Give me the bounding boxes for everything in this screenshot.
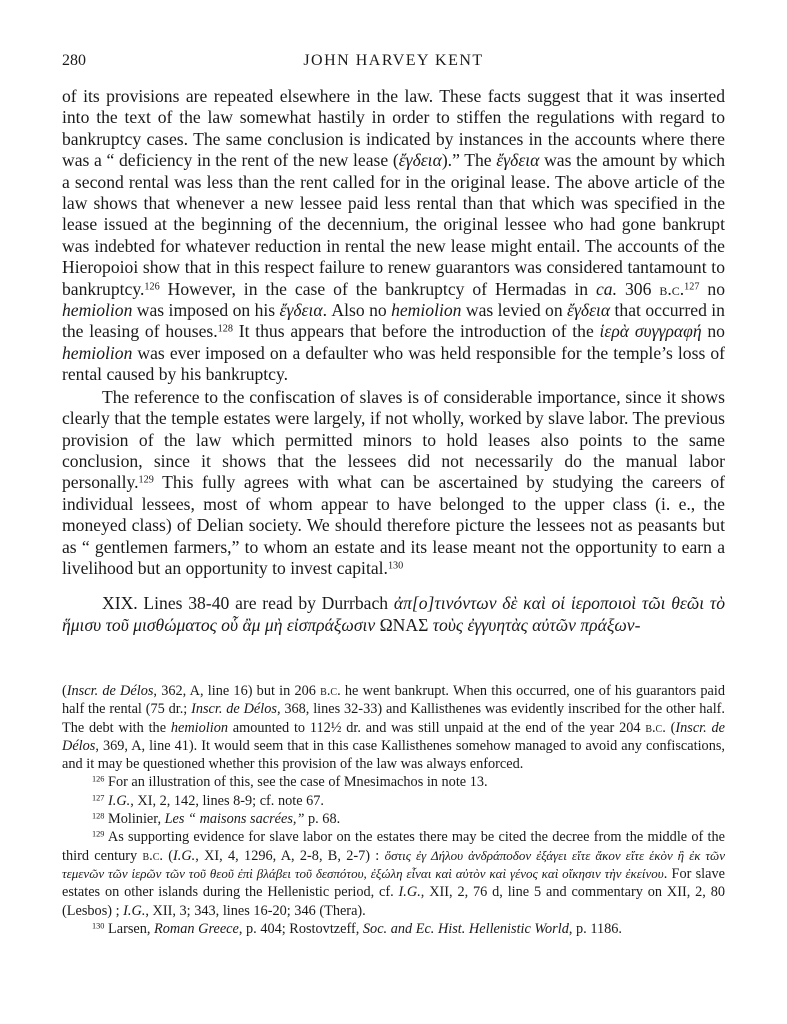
footnotes (62, 682, 725, 938)
page-number: 280 (62, 52, 86, 69)
section-xix-paragraph: XIX. Lines 38-40 are read by Durrbach ἀπ[ο]τινόντων δὲ καὶ οἱ ἱεροποιοὶ τῶι θεῶι τὸ ἥμισυ τοῦ μισθώματος οὗ ἂμ μὴ εἰσπράξωσιν ΩΝΑΣ τοὺς ἐγγυητὰς αὐτῶν πράξων- (62, 593, 725, 635)
footnote-ref-130: 130 (387, 560, 404, 572)
paragraph-1: of its provisions are repeated elsewhere in the law. These facts suggest that it was inserted into the text of the law somewhat hastily in order to stiffen the regulations with regard to bankruptcy cases. The same conclusion is indicated by instances in the accounts where there was a “ deficiency in the rent of the new lease (ἔγδεια).” The ἔγδεια was the amount by which a second rental was less than the rent called for in the original lease. The above article of the law shows that whenever a new lessee paid less rental than that which was specified in the lease issued at the beginning of the decennium, the original lessee who had gone bankrupt was indebted for whatever reduction in rental the new lease might entail. The accounts of the Hieropoioi show that in this respect failure to renew guarantors was considered tantamount to bankruptcy.$^{126}$ However, in the case of the bankruptcy of Hermadas in ca. 306 b.c.$^{127}$ no hemiolion was imposed on his ἔγδεια. Also no hemiolion was levied on ἔγδεια that occurred in the leasing of houses.$^{128}$ It thus appears that before the introduction of the ἱερὰ συγγραφή no hemiolion was ever imposed on a defaulter who was held responsible for the temple’s loss of rental caused by his bankruptcy. (62, 86, 726, 385)
running-title: JOHN HARVEY KENT (303, 52, 484, 69)
footnote-ref-129: 129 (138, 474, 154, 486)
footnote-126: $^{126}$ For an illustration of this, see the case of Mnesimachos in note 13. (92, 774, 488, 791)
footnote-ref-127: 127 (684, 281, 700, 293)
footnote-127: $^{127}$ I.G., XI, 2, 142, lines 8-9; cf. note 67. (92, 792, 325, 809)
page-header (62, 52, 725, 74)
footnote-ref-128: 128 (217, 323, 233, 335)
footnote-129: $^{129}$ As supporting evidence for slave labor on the estates there may be cited the decree from the middle of the third century b.c. (I.G., XI, 4, 1296, A, 2-8, B, 2-7) : ὅστις ἐγ Δήλου ἀνδράποδον ἐξάγει εἴτε ἄκον εἴτε ἑκὸν ἢ ἐκ τῶν τεμενῶν τῶν ἱερῶν τῶν τοῦ θεοῦ ἐπὶ βλάβει τοῦ δεσπότου, ἐξώλη εἶναι καὶ αὐτὸν καὶ γένος καὶ οἴκησιν τὴν ἐκείνου. For slave estates on other islands during the Hellenistic period, cf. I.G., XII, 2, 76 d, line 5 and commentary on XII, 2, 80 (Lesbos) ; I.G., XII, 3; 343, lines 16-20; 346 (Thera). (62, 829, 725, 919)
footnote-ref-126: 126 (144, 281, 160, 293)
footnote-128: $^{128}$ Molinier, Les “ maisons sacrées,” p. 68. (92, 811, 341, 828)
footnote-130: $^{130}$ Larsen, Roman Greece, p. 404; Rostovtzeff, Soc. and Ec. Hist. Hellenistic World, p. 1186. (92, 920, 622, 937)
paragraph-2: The reference to the confiscation of slaves is of considerable importance, since it shows clearly that the temple estates were largely, if not wholly, worked by slave labor. The previous provision of the law which permitted minors to hold leases also points to the same conclusion, since it shows that the lessees did not necessarily do the manual labor personally.$^{129}$ This fully agrees with what can be ascertained by studying the careers of individual lessees, most of whom appear to have belonged to the upper class (i. e., the moneyed class) of Delian society. We should therefore picture the lessees not as peasants but as “ gentlemen farmers,” to whom an estate and its lease meant not the opportunity to earn a livelihood but an opportunity to invest capital.$^{130}$ (62, 386, 725, 578)
body-text (62, 86, 725, 636)
footnote-continuation: (Inscr. de Délos, 362, A, line 16) but in 206 b.c. he went bankrupt. When this occurred, one of his guarantors paid half the rental (75 dr.; Inscr. de Délos, 368, lines 32-33) and Kallisthenes was evidently inscribed for the other half. The debt with the hemiolion amounted to 112½ dr. and was still unpaid at the end of the year 204 b.c. (Inscr. de Délos, 369, A, line 41). It would seem that in this case Kallisthenes somehow managed to avoid any confiscations, and it may be questioned whether this provision of the law was always enforced. (62, 683, 725, 773)
